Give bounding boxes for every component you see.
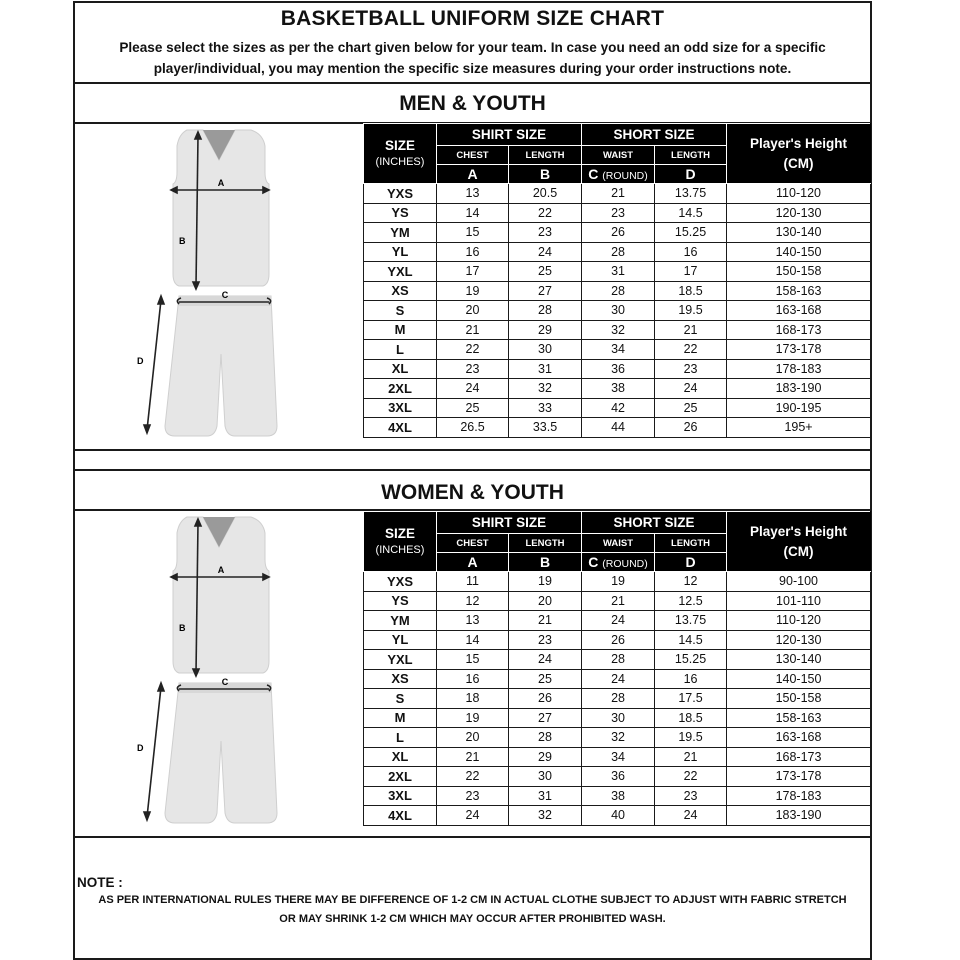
chest-header: CHEST <box>437 146 509 165</box>
short-length-cell: 19.5 <box>655 728 727 748</box>
chest-header: CHEST <box>437 534 509 553</box>
short-size-header: SHORT SIZE <box>582 124 727 146</box>
waist-cell: 34 <box>582 340 655 360</box>
table-row <box>364 767 871 787</box>
height-cell: 130-140 <box>727 650 871 670</box>
waist-cell: 40 <box>582 806 655 826</box>
short-length-cell: 12 <box>655 572 727 592</box>
table-row <box>364 591 871 611</box>
chest-cell: 24 <box>437 806 509 826</box>
label-d: D <box>137 743 144 753</box>
table-row <box>364 203 871 223</box>
height-cell: 183-190 <box>727 379 871 399</box>
short-length-cell: 18.5 <box>655 281 727 301</box>
size-cell: S <box>364 689 437 709</box>
height-cell: 163-168 <box>727 301 871 321</box>
short-length-cell: 23 <box>655 359 727 379</box>
short-length-cell: 13.75 <box>655 184 727 204</box>
table-row <box>364 223 871 243</box>
shirt-length-cell: 30 <box>509 767 582 787</box>
women-size-table <box>363 511 871 826</box>
size-cell: 2XL <box>364 379 437 399</box>
size-cell: M <box>364 708 437 728</box>
col-a-header: A <box>437 553 509 572</box>
waist-cell: 19 <box>582 572 655 592</box>
size-cell: YL <box>364 630 437 650</box>
shirt-length-cell: 28 <box>509 301 582 321</box>
shirt-length-cell: 33 <box>509 398 582 418</box>
col-d-header: D <box>655 165 727 184</box>
waist-header: WAIST <box>582 534 655 553</box>
chest-cell: 14 <box>437 203 509 223</box>
men-table-body <box>364 184 871 438</box>
size-header: SIZE (INCHES) <box>364 124 437 184</box>
waist-cell: 28 <box>582 650 655 670</box>
chest-cell: 19 <box>437 708 509 728</box>
size-cell: 4XL <box>364 418 437 438</box>
waist-cell: 44 <box>582 418 655 438</box>
size-cell: 3XL <box>364 786 437 806</box>
label-a: A <box>217 178 225 188</box>
short-length-cell: 15.25 <box>655 650 727 670</box>
note-line-2: OR MAY SHRINK 1-2 CM WHICH MAY OCCUR AFTER PROHIBITED WASH. <box>279 913 666 925</box>
shirt-length-cell: 28 <box>509 728 582 748</box>
waist-cell: 24 <box>582 669 655 689</box>
table-row <box>364 572 871 592</box>
shirt-length-cell: 25 <box>509 262 582 282</box>
height-cell: 183-190 <box>727 806 871 826</box>
shirt-length-cell: 21 <box>509 611 582 631</box>
jersey-shorts-diagram-icon <box>75 124 363 450</box>
size-cell: L <box>364 728 437 748</box>
shirt-length-cell: 22 <box>509 203 582 223</box>
height-cell: 140-150 <box>727 242 871 262</box>
waist-cell: 38 <box>582 786 655 806</box>
chest-cell: 25 <box>437 398 509 418</box>
shirt-length-header: LENGTH <box>509 146 582 165</box>
short-length-cell: 17 <box>655 262 727 282</box>
height-cell: 163-168 <box>727 728 871 748</box>
shirt-length-cell: 27 <box>509 281 582 301</box>
chest-cell: 23 <box>437 786 509 806</box>
women-section-title: WOMEN & YOUTH <box>381 481 564 504</box>
shirt-length-cell: 27 <box>509 708 582 728</box>
col-c-header: C (ROUND) <box>582 553 655 572</box>
short-length-header: LENGTH <box>655 534 727 553</box>
chest-cell: 20 <box>437 728 509 748</box>
height-cell: 130-140 <box>727 223 871 243</box>
height-cell: 120-130 <box>727 203 871 223</box>
table-row <box>364 747 871 767</box>
divider <box>75 82 870 84</box>
jersey-icon <box>173 517 269 673</box>
table-row <box>364 184 871 204</box>
shirt-length-cell: 29 <box>509 747 582 767</box>
waist-cell: 32 <box>582 728 655 748</box>
table-row <box>364 728 871 748</box>
height-cell: 158-163 <box>727 281 871 301</box>
label-d: D <box>137 356 144 366</box>
chest-cell: 11 <box>437 572 509 592</box>
col-d-header: D <box>655 553 727 572</box>
table-row <box>364 650 871 670</box>
chest-cell: 13 <box>437 611 509 631</box>
waist-cell: 36 <box>582 767 655 787</box>
size-cell: YXL <box>364 262 437 282</box>
height-cell: 101-110 <box>727 591 871 611</box>
divider <box>75 449 870 451</box>
shirt-size-header: SHIRT SIZE <box>437 512 582 534</box>
waist-cell: 32 <box>582 320 655 340</box>
note-label: NOTE : <box>77 875 123 890</box>
size-header: SIZE (INCHES) <box>364 512 437 572</box>
divider <box>75 469 870 471</box>
table-row <box>364 806 871 826</box>
table-row <box>364 708 871 728</box>
size-cell: YXS <box>364 572 437 592</box>
subtitle-line-1: Please select the sizes as per the chart given below for your team. In case you need an odd size for a specific <box>119 40 826 55</box>
shirt-length-cell: 19 <box>509 572 582 592</box>
size-cell: XL <box>364 747 437 767</box>
label-c: C <box>221 290 229 300</box>
table-row <box>364 398 871 418</box>
short-size-header: SHORT SIZE <box>582 512 727 534</box>
chest-cell: 14 <box>437 630 509 650</box>
height-cell: 150-158 <box>727 689 871 709</box>
waist-cell: 36 <box>582 359 655 379</box>
size-cell: 3XL <box>364 398 437 418</box>
height-cell: 110-120 <box>727 611 871 631</box>
short-length-cell: 19.5 <box>655 301 727 321</box>
shirt-length-cell: 31 <box>509 786 582 806</box>
table-row <box>364 262 871 282</box>
waist-header: WAIST <box>582 146 655 165</box>
label-b: B <box>179 623 186 633</box>
height-cell: 178-183 <box>727 359 871 379</box>
short-length-cell: 14.5 <box>655 203 727 223</box>
shirt-length-cell: 33.5 <box>509 418 582 438</box>
shirt-length-cell: 26 <box>509 689 582 709</box>
short-length-cell: 16 <box>655 242 727 262</box>
waist-cell: 21 <box>582 591 655 611</box>
height-cell: 195+ <box>727 418 871 438</box>
chart-title: BASKETBALL UNIFORM SIZE CHART <box>280 7 665 30</box>
men-size-table <box>363 123 871 438</box>
shirt-length-cell: 31 <box>509 359 582 379</box>
size-cell: XL <box>364 359 437 379</box>
women-uniform-illustration <box>75 511 363 837</box>
chest-cell: 21 <box>437 320 509 340</box>
height-cell: 158-163 <box>727 708 871 728</box>
chest-cell: 16 <box>437 242 509 262</box>
table-row <box>364 340 871 360</box>
shirt-size-header: SHIRT SIZE <box>437 124 582 146</box>
chest-cell: 26.5 <box>437 418 509 438</box>
short-length-header: LENGTH <box>655 146 727 165</box>
waist-cell: 26 <box>582 223 655 243</box>
divider <box>75 836 870 838</box>
shirt-length-cell: 20 <box>509 591 582 611</box>
chest-cell: 19 <box>437 281 509 301</box>
height-header: Player's Height (CM) <box>727 512 871 572</box>
men-section-title: MEN & YOUTH <box>399 92 546 115</box>
short-length-cell: 17.5 <box>655 689 727 709</box>
women-table-body <box>364 572 871 826</box>
short-length-cell: 26 <box>655 418 727 438</box>
size-cell: L <box>364 340 437 360</box>
short-length-cell: 21 <box>655 320 727 340</box>
table-row <box>364 242 871 262</box>
height-cell: 90-100 <box>727 572 871 592</box>
waist-cell: 31 <box>582 262 655 282</box>
height-cell: 190-195 <box>727 398 871 418</box>
short-length-cell: 21 <box>655 747 727 767</box>
jersey-shorts-diagram-icon <box>75 511 363 837</box>
size-cell: YL <box>364 242 437 262</box>
col-b-header: B <box>509 553 582 572</box>
chest-cell: 15 <box>437 650 509 670</box>
chest-cell: 20 <box>437 301 509 321</box>
waist-cell: 28 <box>582 689 655 709</box>
shirt-length-cell: 23 <box>509 630 582 650</box>
short-length-cell: 12.5 <box>655 591 727 611</box>
col-b-header: B <box>509 165 582 184</box>
size-cell: YS <box>364 591 437 611</box>
waist-cell: 38 <box>582 379 655 399</box>
shirt-length-cell: 32 <box>509 379 582 399</box>
table-row <box>364 359 871 379</box>
chart-subtitle <box>85 37 860 79</box>
shirt-length-cell: 25 <box>509 669 582 689</box>
shirt-length-cell: 24 <box>509 650 582 670</box>
size-cell: 2XL <box>364 767 437 787</box>
height-cell: 140-150 <box>727 669 871 689</box>
waist-cell: 26 <box>582 630 655 650</box>
chest-cell: 18 <box>437 689 509 709</box>
waist-cell: 24 <box>582 611 655 631</box>
shirt-length-header: LENGTH <box>509 534 582 553</box>
table-row <box>364 689 871 709</box>
height-cell: 150-158 <box>727 262 871 282</box>
waist-cell: 28 <box>582 281 655 301</box>
label-b: B <box>179 236 186 246</box>
col-c-header: C (ROUND) <box>582 165 655 184</box>
chest-cell: 22 <box>437 340 509 360</box>
table-row <box>364 281 871 301</box>
waist-cell: 34 <box>582 747 655 767</box>
waist-cell: 30 <box>582 708 655 728</box>
short-length-cell: 22 <box>655 340 727 360</box>
table-row <box>364 669 871 689</box>
table-row <box>364 611 871 631</box>
subtitle-line-2: player/individual, you may mention the specific size measures during your order instructions note. <box>153 61 792 76</box>
chest-cell: 21 <box>437 747 509 767</box>
short-length-cell: 16 <box>655 669 727 689</box>
size-cell: M <box>364 320 437 340</box>
note-line-1: AS PER INTERNATIONAL RULES THERE MAY BE DIFFERENCE OF 1-2 CM IN ACTUAL CLOTHE SUBJECT TO ADJUST WITH FABRIC STRETCH <box>98 894 847 906</box>
shirt-length-cell: 20.5 <box>509 184 582 204</box>
shirt-length-cell: 30 <box>509 340 582 360</box>
table-row <box>364 379 871 399</box>
chest-cell: 24 <box>437 379 509 399</box>
waist-cell: 30 <box>582 301 655 321</box>
size-cell: S <box>364 301 437 321</box>
chest-cell: 15 <box>437 223 509 243</box>
size-cell: YXL <box>364 650 437 670</box>
note-text <box>85 891 860 929</box>
men-uniform-illustration <box>75 124 363 450</box>
waist-cell: 21 <box>582 184 655 204</box>
size-cell: YS <box>364 203 437 223</box>
chest-cell: 23 <box>437 359 509 379</box>
chest-cell: 17 <box>437 262 509 282</box>
short-length-cell: 14.5 <box>655 630 727 650</box>
shorts-icon <box>165 296 277 436</box>
size-cell: YM <box>364 223 437 243</box>
short-length-cell: 18.5 <box>655 708 727 728</box>
height-cell: 168-173 <box>727 320 871 340</box>
chest-cell: 13 <box>437 184 509 204</box>
chest-cell: 22 <box>437 767 509 787</box>
waist-cell: 28 <box>582 242 655 262</box>
col-a-header: A <box>437 165 509 184</box>
short-length-cell: 22 <box>655 767 727 787</box>
size-cell: YM <box>364 611 437 631</box>
height-cell: 110-120 <box>727 184 871 204</box>
table-row <box>364 301 871 321</box>
short-length-cell: 25 <box>655 398 727 418</box>
size-cell: YXS <box>364 184 437 204</box>
short-length-cell: 23 <box>655 786 727 806</box>
size-cell: 4XL <box>364 806 437 826</box>
label-c: C <box>221 677 229 687</box>
waist-cell: 42 <box>582 398 655 418</box>
height-cell: 168-173 <box>727 747 871 767</box>
shirt-length-cell: 23 <box>509 223 582 243</box>
shirt-length-cell: 24 <box>509 242 582 262</box>
short-length-cell: 13.75 <box>655 611 727 631</box>
height-cell: 178-183 <box>727 786 871 806</box>
chest-cell: 16 <box>437 669 509 689</box>
waist-cell: 23 <box>582 203 655 223</box>
height-cell: 173-178 <box>727 767 871 787</box>
label-a: A <box>217 565 225 575</box>
height-cell: 120-130 <box>727 630 871 650</box>
short-length-cell: 24 <box>655 379 727 399</box>
table-row <box>364 320 871 340</box>
shirt-length-cell: 29 <box>509 320 582 340</box>
shorts-icon <box>165 683 277 823</box>
short-length-cell: 15.25 <box>655 223 727 243</box>
table-row <box>364 418 871 438</box>
table-row <box>364 786 871 806</box>
jersey-icon <box>173 130 269 286</box>
height-header: Player's Height (CM) <box>727 124 871 184</box>
short-length-cell: 24 <box>655 806 727 826</box>
size-cell: XS <box>364 669 437 689</box>
height-cell: 173-178 <box>727 340 871 360</box>
table-row <box>364 630 871 650</box>
chest-cell: 12 <box>437 591 509 611</box>
size-chart-document <box>73 1 872 960</box>
size-cell: XS <box>364 281 437 301</box>
shirt-length-cell: 32 <box>509 806 582 826</box>
